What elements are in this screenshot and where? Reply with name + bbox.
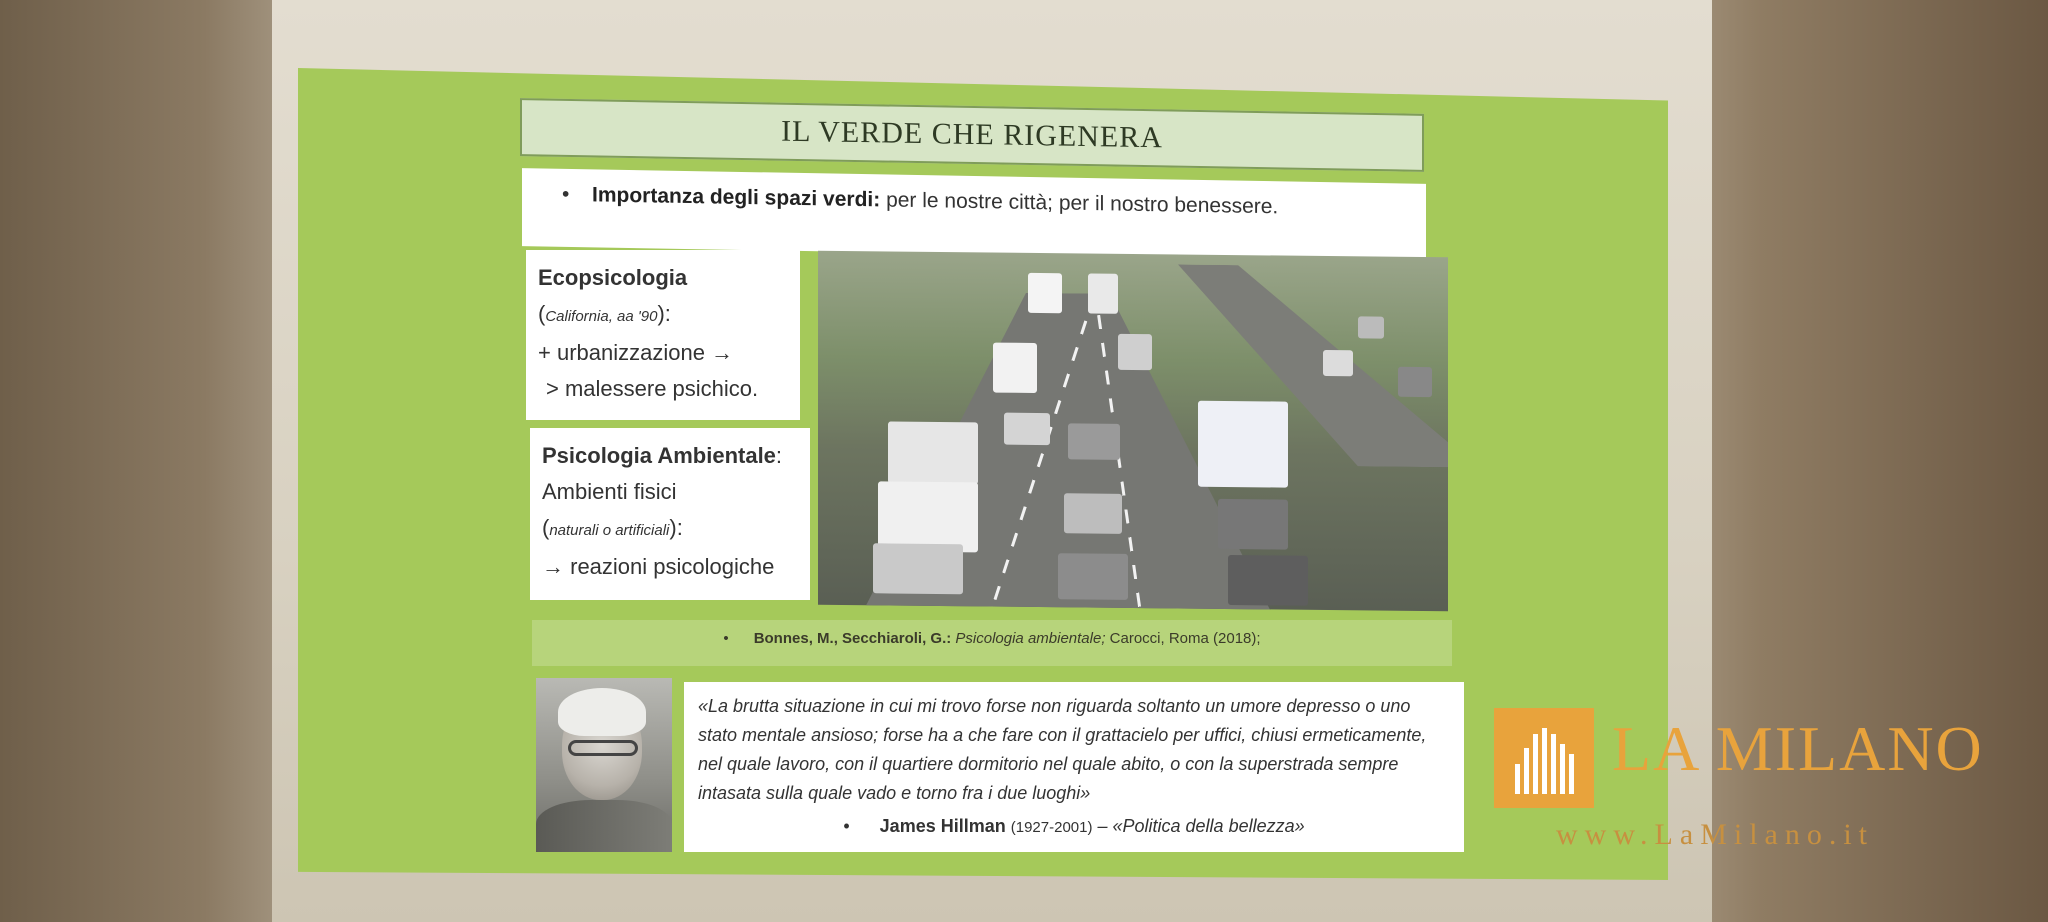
author-name: James Hillman: [879, 816, 1006, 836]
reference-work: Psicologia ambientale;: [955, 630, 1106, 647]
reference-bar: [532, 620, 1452, 666]
lamilano-logo-icon: [1494, 708, 1594, 808]
quote-box: [684, 682, 1464, 852]
james-hillman-portrait: [536, 678, 672, 852]
ecopsicologia-line2: + urbanizzazione →: [538, 340, 734, 365]
intro-bullet-text: per le nostre città; per il nostro benessere.: [880, 188, 1279, 219]
watermark-brand: LA MILANO: [1612, 713, 1984, 784]
bullet-dot-icon: •: [562, 182, 570, 206]
psicologia-box: [530, 428, 810, 600]
author-bullet-icon: •: [843, 816, 880, 836]
psicologia-paren: (naturali o artificiali):: [542, 515, 683, 540]
author-years: (1927-2001): [1010, 819, 1093, 836]
reference-bullet-icon: •: [723, 630, 754, 647]
ecopsicologia-origin: (California, aa '90):: [538, 301, 671, 326]
psicologia-heading-line: Psicologia Ambientale:: [542, 443, 783, 468]
psicologia-heading: Psicologia Ambientale: [542, 443, 776, 468]
reference-authors: Bonnes, M., Secchiaroli, G.:: [753, 630, 956, 647]
slide-title: IL VERDE CHE RIGENERA: [781, 114, 1163, 155]
quote-author: [698, 812, 1450, 842]
intro-bullet-bold: Importanza degli spazi verdi:: [592, 183, 881, 212]
ecopsicologia-box: [526, 250, 800, 420]
ecopsicologia-line3: > malessere psichico.: [546, 376, 759, 401]
ecopsicologia-heading: Ecopsicologia: [538, 265, 688, 290]
traffic-jam-photo: [818, 251, 1448, 612]
intro-bullet: [522, 168, 1426, 262]
reference-rest: Carocci, Roma (2018);: [1105, 630, 1261, 647]
author-work: – «Politica della bellezza»: [1092, 816, 1305, 836]
psicologia-line1: Ambienti fisici: [542, 479, 677, 504]
watermark-url: www.LaMilano.it: [1556, 818, 1875, 851]
psicologia-line3: → reazioni psicologiche: [542, 554, 775, 579]
quote-text: «La brutta situazione in cui mi trovo forse non riguarda soltanto un umore depresso o uno stato mentale ansioso; forse ha a che fare con il grattacielo per uffici, chiusi ermeticamente, nel quale lavoro, con il quartiere dormitorio nel quale abito, o con la superstrada sempre intasata sulla quale vado e torno fra i due luoghi»: [698, 696, 1427, 803]
